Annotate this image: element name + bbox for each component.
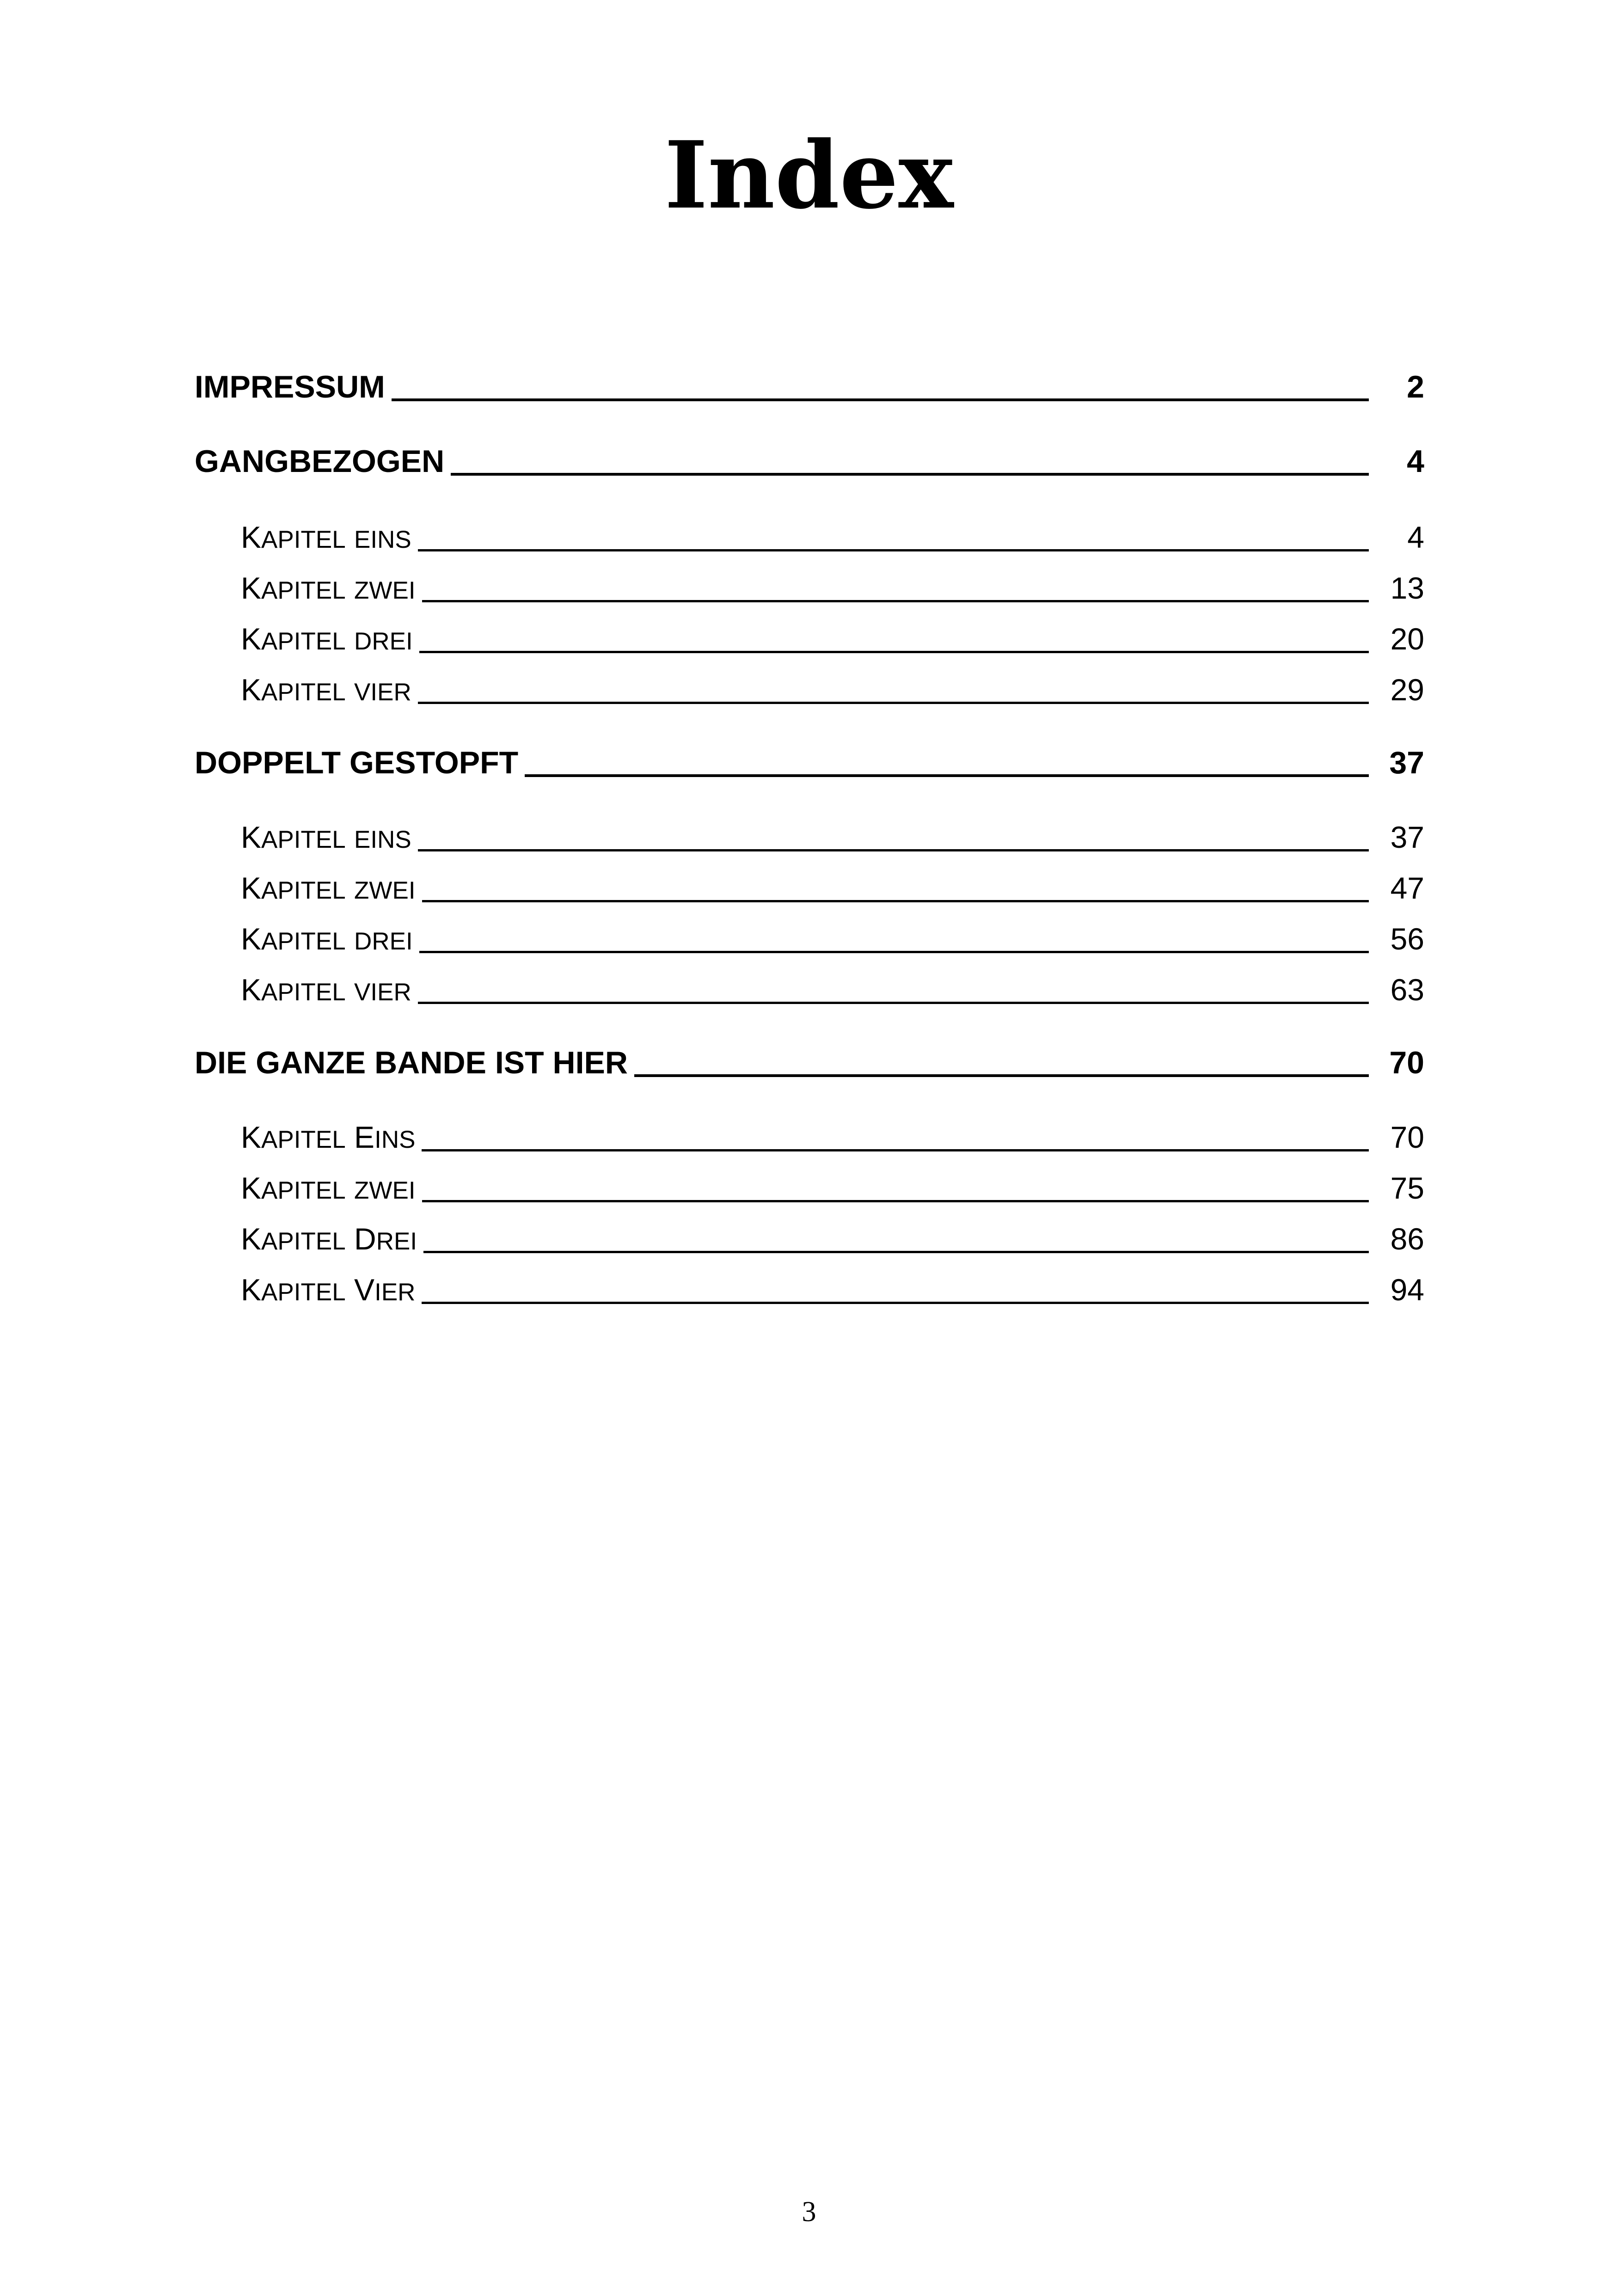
toc-entry-label: KAPITEL ZWEI bbox=[241, 871, 416, 905]
leader-line bbox=[418, 1002, 1369, 1004]
leader-line bbox=[451, 473, 1369, 476]
toc-entry-die-ganze-bande[interactable] bbox=[195, 1042, 1424, 1084]
toc-entry-label: KAPITEL EINS bbox=[241, 520, 411, 554]
toc-entry-page: 70 bbox=[1389, 1045, 1424, 1080]
toc-entry-doppelt-kapitel-zwei[interactable] bbox=[241, 867, 1424, 912]
toc-entry-bande-kapitel-zwei[interactable] bbox=[241, 1167, 1424, 1212]
toc-entry-page: 94 bbox=[1390, 1273, 1424, 1307]
toc-entry-label: KAPITEL VIER bbox=[241, 673, 411, 707]
toc-entry-label: KAPITEL DREI bbox=[241, 922, 413, 956]
page-title: Index bbox=[664, 121, 954, 230]
toc-entry-impressum[interactable] bbox=[195, 366, 1424, 408]
toc-entry-label: KAPITEL VIER bbox=[241, 973, 411, 1007]
toc-entry-label: KAPITEL ZWEI bbox=[241, 571, 416, 605]
leader-line bbox=[419, 651, 1369, 653]
toc-entry-bande-kapitel-drei[interactable] bbox=[241, 1218, 1424, 1262]
toc-entry-label: KAPITEL DREI bbox=[241, 622, 413, 656]
toc-entry-label: KAPITEL EINS bbox=[241, 820, 411, 854]
toc-entry-page: 86 bbox=[1390, 1222, 1424, 1256]
leader-line bbox=[423, 1251, 1369, 1253]
leader-line bbox=[422, 600, 1369, 602]
toc-entry-page: 75 bbox=[1390, 1171, 1424, 1205]
leader-line bbox=[418, 849, 1369, 851]
toc-entry-page: 63 bbox=[1390, 973, 1424, 1007]
toc-entry-page: 56 bbox=[1390, 922, 1424, 956]
leader-line bbox=[422, 1149, 1369, 1151]
leader-line bbox=[422, 1302, 1369, 1304]
toc-entry-label: DIE GANZE BANDE IST HIER bbox=[195, 1045, 628, 1080]
toc-entry-doppelt-kapitel-eins[interactable] bbox=[241, 816, 1424, 861]
toc-entry-gangbezogen-kapitel-eins[interactable] bbox=[241, 516, 1424, 561]
toc-entry-page: 13 bbox=[1390, 571, 1424, 605]
toc-entry-page: 4 bbox=[1407, 444, 1424, 479]
toc-entry-doppelt-kapitel-drei[interactable] bbox=[241, 918, 1424, 962]
toc-entry-page: 2 bbox=[1407, 369, 1424, 404]
leader-line bbox=[525, 774, 1369, 777]
leader-line bbox=[392, 398, 1369, 401]
toc-entry-label: KAPITEL DREI bbox=[241, 1222, 417, 1256]
toc-entry-gangbezogen[interactable] bbox=[195, 441, 1424, 482]
toc-entry-doppelt-gestopft[interactable] bbox=[195, 742, 1424, 784]
toc-entry-label: KAPITEL VIER bbox=[241, 1273, 416, 1307]
leader-line bbox=[419, 951, 1369, 953]
leader-line bbox=[634, 1074, 1369, 1077]
toc-entry-label: KAPITEL ZWEI bbox=[241, 1171, 416, 1205]
leader-line bbox=[422, 1200, 1369, 1202]
toc-entry-label: KAPITEL EINS bbox=[241, 1120, 416, 1154]
leader-line bbox=[418, 702, 1369, 704]
toc-entry-doppelt-kapitel-vier[interactable] bbox=[241, 969, 1424, 1013]
page-number: 3 bbox=[802, 2196, 816, 2228]
toc-entry-gangbezogen-kapitel-zwei[interactable] bbox=[241, 567, 1424, 612]
toc-entry-page: 20 bbox=[1390, 622, 1424, 656]
toc-entry-page: 70 bbox=[1390, 1120, 1424, 1154]
toc-entry-gangbezogen-kapitel-vier[interactable] bbox=[241, 669, 1424, 713]
toc-entry-label: GANGBEZOGEN bbox=[195, 444, 445, 479]
toc-entry-page: 47 bbox=[1390, 871, 1424, 905]
toc-entry-bande-kapitel-vier[interactable] bbox=[241, 1269, 1424, 1313]
toc-entry-gangbezogen-kapitel-drei[interactable] bbox=[241, 618, 1424, 662]
toc-entry-label: DOPPELT GESTOPFT bbox=[195, 745, 519, 780]
toc-entry-bande-kapitel-eins[interactable] bbox=[241, 1116, 1424, 1161]
toc-entry-page: 4 bbox=[1407, 520, 1424, 554]
toc-entry-page: 37 bbox=[1390, 820, 1424, 854]
toc-entry-page: 37 bbox=[1389, 745, 1424, 780]
toc-entry-label: IMPRESSUM bbox=[195, 369, 385, 404]
toc-entry-page: 29 bbox=[1390, 673, 1424, 707]
leader-line bbox=[418, 549, 1369, 551]
leader-line bbox=[422, 900, 1369, 902]
